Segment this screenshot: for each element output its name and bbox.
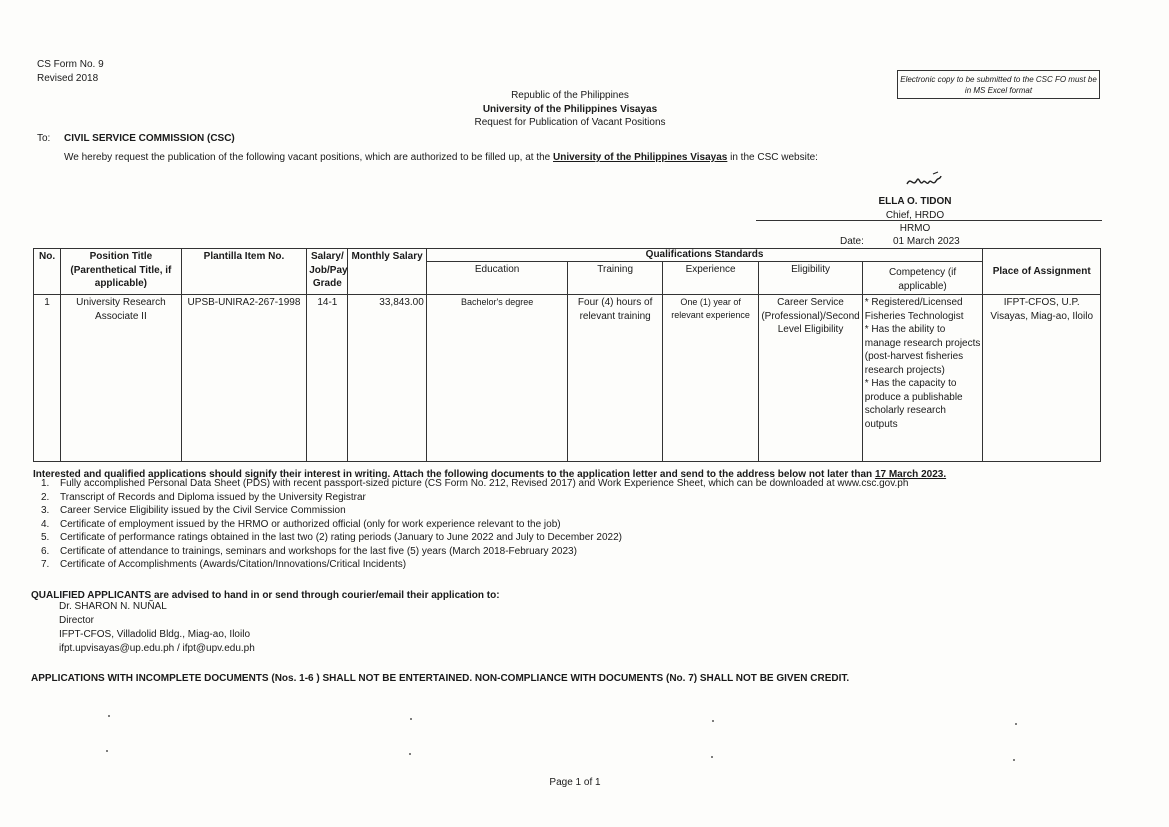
item-text: Certificate of employment issued by the HRMO or authorized official (only for work experience relevant to the job) [60,518,561,530]
contact-address [59,600,255,656]
cell-position: University Research Associate II [61,295,182,462]
competency-item: * Has the ability to manage research projects (post-harvest fisheries research projects) [864,324,981,376]
university-name: University of the Philippines Visayas [482,103,658,115]
deadline-date: 17 March 2023. [874,469,947,480]
item-number: 2. [41,491,50,503]
cell-salary-grade: 14-1 [307,295,348,462]
cell-plantilla: UPSB-UNIRA2-267-1998 [181,295,307,462]
request-pre: We hereby request the publication of the following vacant positions, which are authorized to be filled up, at the [64,152,551,163]
scan-speck [711,756,713,758]
col-competency: Competency (if applicable) [862,262,983,295]
cell-place: IFPT-CFOS, U.P. Visayas, Miag-ao, Iloilo [983,295,1101,462]
list-item [41,504,908,518]
col-eligibility: Eligibility [759,262,862,295]
cell-training: Four (4) hours of relevant training [568,295,662,462]
item-text: Career Service Eligibility issued by the Civil Service Commission [60,505,346,516]
competency-item: * Registered/Licensed Fisheries Technologist [864,297,964,322]
signature-scrawl [905,170,945,192]
list-item [41,545,908,559]
request-agency: University of the Philippines Visayas [553,152,728,163]
vacancy-table [33,248,1101,462]
form-revised: Revised 2018 [37,73,99,84]
request-statement [64,152,818,163]
item-text: Fully accomplished Personal Data Sheet (PDS) with recent passport-sized picture (CS Form No. 212, Revised 2017) and Work Experience Sheet, which can be downloaded at www.csc.gov.ph [60,478,909,489]
item-text: Certificate of performance ratings obtained in the last two (2) rating periods (January to June 2022 and July to December 2022) [60,532,622,543]
item-number: 1. [41,478,50,489]
document-header [0,89,1140,130]
contact-heading: QUALIFIED APPLICANTS are advised to hand in or send through courier/email their application to: [31,590,500,601]
competency-item: * Has the capacity to produce a publishable scholarly research outputs [864,378,963,430]
signatory-office: HRMO [899,223,931,234]
contact-email: ifpt.upvisayas@up.edu.ph / ifpt@upv.edu.ph [59,643,255,654]
table-header-row [34,249,1101,262]
addressee: CIVIL SERVICE COMMISSION (CSC) [64,133,235,144]
col-education: Education [426,262,568,295]
cell-experience: One (1) year of relevant experience [662,295,758,462]
item-text: Certificate of Accomplishments (Awards/Citation/Innovations/Critical Incidents) [60,559,407,570]
to-label: To: [37,133,51,144]
list-item [41,531,908,545]
signature-line [756,220,1102,221]
date-value: 01 March 2023 [893,236,960,247]
col-monthly-salary: Monthly Salary [348,249,426,295]
item-number: 6. [41,545,50,557]
cell-education: Bachelor's degree [426,295,568,462]
col-no: No. [34,249,61,295]
signatory-name: ELLA O. TIDON [878,196,952,207]
required-documents-list [41,477,908,572]
scan-speck [1013,759,1015,761]
form-number-block [37,58,104,86]
table-row [34,295,1101,462]
page-number: Page 1 of 1 [549,777,601,788]
list-item [41,518,908,532]
contact-position: Director [59,615,95,626]
incomplete-documents-warning: APPLICATIONS WITH INCOMPLETE DOCUMENTS (Nos. 1-6 ) SHALL NOT BE ENTERTAINED. NON-COMPLIANCE WITH DOCUMENTS (No. 7) SHALL NOT BE GIVEN CREDIT. [31,673,850,684]
item-number: 4. [41,518,50,530]
item-text: Transcript of Records and Diploma issued by the University Registrar [60,491,366,503]
col-salary-grade: Salary/ Job/Pay Grade [307,249,348,295]
electronic-copy-note: Electronic copy to be submitted to the CSC FO must be in MS Excel format [897,70,1100,99]
republic-line: Republic of the Philippines [511,90,629,101]
cell-no: 1 [34,295,61,462]
scan-speck [108,715,110,717]
date-label: Date: [840,236,864,247]
scan-speck [712,720,714,722]
scan-speck [106,750,108,752]
cell-eligibility: Career Service (Professional)/Second Level Eligibility [759,295,862,462]
intro-text: Interested and qualified applications should signify their interest in writing. Attach the following documents to the application letter and send to the address below not later than [33,469,873,480]
item-text: Certificate of attendance to trainings, seminars and workshops for the last five (5) years (March 2018-February 2023) [60,545,577,557]
item-number: 5. [41,532,50,543]
request-post: in the CSC website: [730,152,818,163]
form-number: CS Form No. 9 [37,59,104,70]
col-plantilla: Plantilla Item No. [181,249,307,295]
scan-speck [409,753,411,755]
list-item [41,477,908,491]
col-position: Position Title (Parenthetical Title, if applicable) [61,249,182,295]
col-training: Training [568,262,662,295]
list-item [41,491,908,505]
col-place: Place of Assignment [983,249,1101,295]
item-number: 3. [41,505,50,516]
scan-speck [410,718,412,720]
cell-competency [862,295,983,462]
col-experience: Experience [662,262,758,295]
contact-name: Dr. SHARON N. NUÑAL [59,601,167,612]
signatory-title: Chief, HRDO [885,209,945,221]
item-number: 7. [41,559,50,570]
document-title: Request for Publication of Vacant Positions [474,117,666,128]
cell-monthly-salary: 33,843.00 [348,295,426,462]
signature-image [905,170,945,197]
list-item [41,558,908,572]
contact-location: IFPT-CFOS, Villadolid Bldg., Miag-ao, Iloilo [59,629,251,640]
scan-speck [1015,723,1017,725]
col-qualifications: Qualifications Standards [426,249,983,262]
signatory-block [870,195,960,236]
